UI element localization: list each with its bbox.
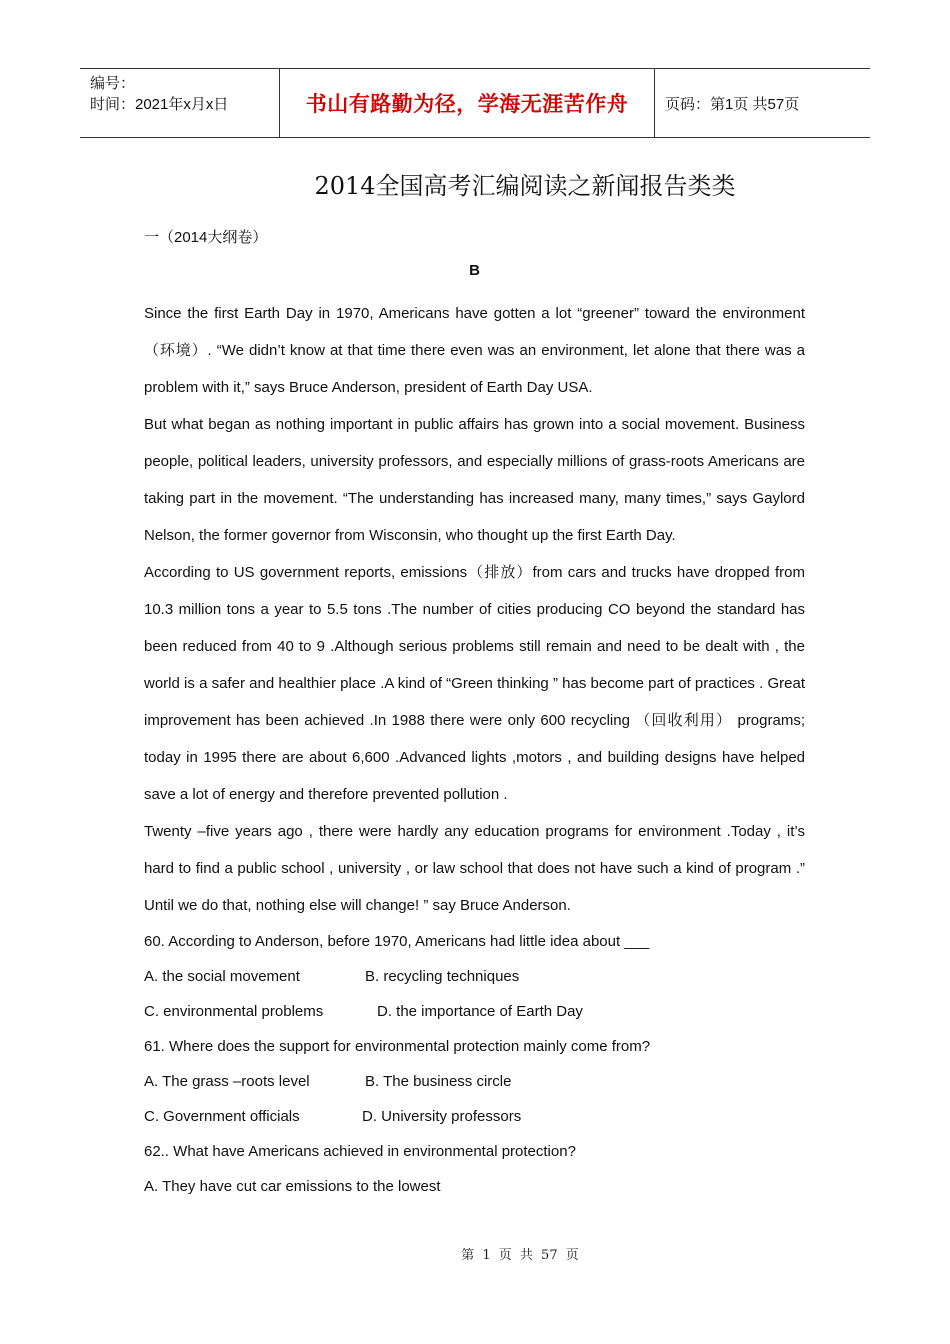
option-row: [144, 994, 805, 1029]
number-label: 编号：: [90, 75, 136, 92]
option-row: [144, 959, 805, 994]
paragraph: Since the first Earth Day in 1970, Americans have gotten a lot “greener” toward the environment（环境）. “We didn’t know at that time there even was an environment, let alone that there was a problem with it,” says Bruce Anderson, president of Earth Day USA.: [144, 305, 805, 396]
passage: [144, 295, 805, 924]
question-61: [144, 1029, 805, 1134]
page-header: [80, 68, 870, 138]
paragraph: Twenty –five years ago , there were hardly any education programs for environment .Today , it’s hard to find a public school , university , or law school that does not have such a kind of program .” Until we do that, nothing else will change! ” say Bruce Anderson.: [144, 823, 805, 914]
option-a: A. The grass –roots level: [144, 1073, 310, 1090]
header-page-info: 页码：第1页 共57页: [665, 95, 800, 113]
option-c: C. environmental problems: [144, 1003, 324, 1020]
option-b: B. The business circle: [365, 1073, 512, 1090]
document-title: 2014全国高考汇编阅读之新闻报告类类: [314, 172, 736, 200]
option-c: C. Government officials: [144, 1108, 300, 1125]
paragraph: But what began as nothing important in public affairs has grown into a social movement. Business people, political leaders, university professors, and especially millions of grass-roots Americans are taking part in the movement. “The understanding has increased many, many times,” says Gaylord Nelson, the former governor from Wisconsin, who thought up the first Earth Day.: [144, 416, 805, 544]
option-a: A. the social movement: [144, 968, 300, 985]
document-body: [144, 261, 805, 1204]
paragraph: According to US government reports, emissions（排放）from cars and trucks have dropped from 10.3 million tons a year to 5.5 tons .The number of cities producing CO beyond the standard has been reduced from 40 to 9 .Although serious problems still remain and need to be dealt with , the world is a safer and healthier place .A kind of “Green thinking ” has become part of practices . Great improvement has been achieved .In 1988 there were only 600 recycling （回收利用） programs; today in 1995 there are about 6,600 .Advanced lights ,motors , and building designs have helped save a lot of energy and therefore prevented pollution .: [144, 564, 805, 803]
header-motto: 书山有路勤为径，学海无涯苦作舟: [280, 69, 655, 137]
option-b: B. recycling techniques: [365, 968, 520, 985]
option-row: [144, 1099, 805, 1134]
page-footer: 第 1 页 共 57 页: [461, 1248, 579, 1263]
option-a: A. They have cut car emissions to the lowest: [144, 1178, 441, 1195]
question-stem: 60. According to Anderson, before 1970, Americans had little idea about ___: [144, 933, 650, 950]
section-label: 一（2014大纲卷）: [144, 229, 268, 246]
option-d: D. the importance of Earth Day: [377, 1003, 583, 1020]
question-60: [144, 924, 805, 1029]
header-meta: [80, 69, 280, 137]
option-d: D. University professors: [362, 1108, 522, 1125]
question-stem: 62.. What have Americans achieved in environmental protection?: [144, 1143, 576, 1160]
option-row: [144, 1169, 805, 1204]
option-row: [144, 1064, 805, 1099]
passage-label: B: [469, 262, 480, 279]
question-stem: 61. Where does the support for environmental protection mainly come from?: [144, 1038, 651, 1055]
time-label: 时间：2021年x月x日: [90, 96, 229, 113]
question-62: [144, 1134, 805, 1204]
